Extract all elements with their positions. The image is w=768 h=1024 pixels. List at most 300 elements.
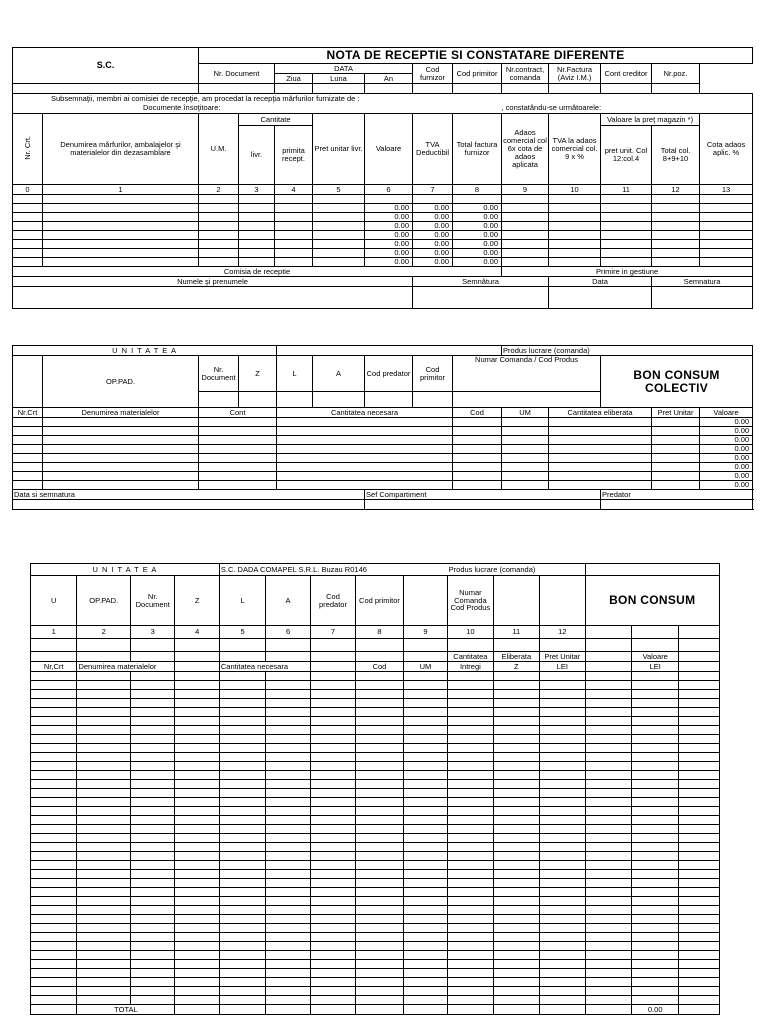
table-cell[interactable] <box>130 960 174 969</box>
table-cell[interactable] <box>31 735 77 744</box>
table-cell[interactable] <box>403 897 447 906</box>
table-cell[interactable] <box>31 798 77 807</box>
table-cell[interactable] <box>77 852 131 861</box>
nr-document-cell[interactable] <box>199 84 275 94</box>
table-cell[interactable] <box>31 924 77 933</box>
table-cell[interactable] <box>502 222 549 231</box>
table-cell[interactable] <box>652 418 700 427</box>
table-cell[interactable] <box>448 861 493 870</box>
blank-cell[interactable] <box>585 639 631 652</box>
table-cell[interactable] <box>652 222 700 231</box>
table-cell[interactable] <box>631 915 678 924</box>
table-cell[interactable] <box>356 798 403 807</box>
table-cell[interactable] <box>549 454 652 463</box>
table-cell[interactable] <box>700 195 753 204</box>
table-cell[interactable] <box>310 726 355 735</box>
table-cell[interactable] <box>266 735 310 744</box>
table-cell[interactable] <box>310 717 355 726</box>
table-cell[interactable] <box>540 942 585 951</box>
sef-cell[interactable] <box>365 500 601 510</box>
table-cell[interactable] <box>310 789 355 798</box>
table-cell[interactable] <box>310 780 355 789</box>
table-cell[interactable] <box>31 843 77 852</box>
table-cell[interactable] <box>356 807 403 816</box>
table-cell[interactable] <box>266 861 310 870</box>
table-cell[interactable] <box>310 933 355 942</box>
table-cell[interactable] <box>130 744 174 753</box>
table-cell[interactable] <box>13 204 43 213</box>
table-cell[interactable] <box>77 978 131 987</box>
table-cell[interactable] <box>266 807 310 816</box>
blank-cell[interactable] <box>356 639 403 652</box>
table-cell[interactable] <box>502 445 549 454</box>
table-cell[interactable] <box>130 987 174 996</box>
table-cell[interactable] <box>493 798 539 807</box>
table-cell[interactable] <box>448 969 493 978</box>
table-cell[interactable] <box>631 978 678 987</box>
table-cell[interactable] <box>679 861 720 870</box>
table-cell[interactable] <box>631 744 678 753</box>
table-cell[interactable] <box>199 213 239 222</box>
table-cell[interactable] <box>549 472 652 481</box>
table-cell[interactable] <box>31 996 77 1005</box>
table-cell[interactable] <box>585 681 631 690</box>
table-cell[interactable] <box>356 996 403 1005</box>
table-cell[interactable] <box>13 258 43 267</box>
table-cell[interactable] <box>540 951 585 960</box>
table-cell[interactable] <box>199 240 239 249</box>
table-cell[interactable] <box>493 843 539 852</box>
table-cell[interactable] <box>31 861 77 870</box>
table-cell[interactable] <box>585 996 631 1005</box>
table-cell[interactable] <box>77 807 131 816</box>
table-cell[interactable] <box>266 708 310 717</box>
table-cell[interactable] <box>631 960 678 969</box>
table-cell[interactable] <box>356 960 403 969</box>
table-cell[interactable] <box>130 762 174 771</box>
table-cell[interactable] <box>219 798 265 807</box>
table-cell[interactable] <box>448 690 493 699</box>
table-cell[interactable] <box>130 942 174 951</box>
table-cell[interactable] <box>403 717 447 726</box>
table-cell[interactable] <box>130 789 174 798</box>
table-cell[interactable] <box>448 987 493 996</box>
table-cell[interactable] <box>502 418 549 427</box>
table-cell[interactable] <box>679 906 720 915</box>
table-cell[interactable] <box>448 699 493 708</box>
table-cell[interactable] <box>448 843 493 852</box>
table-cell[interactable] <box>13 249 43 258</box>
table-cell[interactable] <box>585 888 631 897</box>
blank-cell[interactable] <box>631 639 678 652</box>
table-cell[interactable] <box>585 942 631 951</box>
table-cell[interactable] <box>219 879 265 888</box>
table-cell[interactable] <box>77 951 131 960</box>
table-cell[interactable] <box>448 996 493 1005</box>
table-cell[interactable] <box>356 888 403 897</box>
table-cell[interactable] <box>356 825 403 834</box>
table-cell[interactable] <box>585 762 631 771</box>
table-cell[interactable] <box>130 861 174 870</box>
table-cell[interactable] <box>219 852 265 861</box>
table-cell[interactable] <box>130 834 174 843</box>
table-cell[interactable] <box>310 852 355 861</box>
table-cell[interactable] <box>631 924 678 933</box>
table-cell[interactable] <box>77 816 131 825</box>
table-cell[interactable] <box>219 960 265 969</box>
table-cell[interactable] <box>310 978 355 987</box>
table-cell[interactable] <box>310 987 355 996</box>
table-cell[interactable] <box>448 960 493 969</box>
table-cell[interactable] <box>356 870 403 879</box>
table-cell[interactable] <box>403 798 447 807</box>
table-cell[interactable] <box>31 987 77 996</box>
table-cell[interactable] <box>540 978 585 987</box>
table-cell[interactable] <box>453 454 502 463</box>
table-cell[interactable] <box>679 825 720 834</box>
table-cell[interactable] <box>266 771 310 780</box>
table-cell[interactable] <box>175 960 219 969</box>
table-cell[interactable] <box>631 681 678 690</box>
table-cell[interactable] <box>585 897 631 906</box>
table-cell[interactable] <box>585 708 631 717</box>
table-cell[interactable] <box>493 780 539 789</box>
table-cell[interactable] <box>219 753 265 762</box>
table-cell[interactable] <box>199 463 277 472</box>
table-cell[interactable] <box>175 717 219 726</box>
table-cell[interactable] <box>310 672 355 681</box>
table-cell[interactable] <box>631 708 678 717</box>
table-cell[interactable] <box>679 933 720 942</box>
table-cell[interactable] <box>239 195 275 204</box>
table-cell[interactable] <box>43 436 199 445</box>
table-cell[interactable] <box>199 418 277 427</box>
table-cell[interactable] <box>356 978 403 987</box>
table-cell[interactable] <box>403 681 447 690</box>
table-cell[interactable] <box>219 708 265 717</box>
table-cell[interactable] <box>700 231 753 240</box>
table-cell[interactable] <box>585 789 631 798</box>
table-cell[interactable] <box>502 427 549 436</box>
table-cell[interactable] <box>239 213 275 222</box>
table-cell[interactable] <box>175 951 219 960</box>
table-cell[interactable] <box>43 463 199 472</box>
table-cell[interactable] <box>493 870 539 879</box>
table-cell[interactable] <box>219 744 265 753</box>
table-cell[interactable] <box>403 969 447 978</box>
table-cell[interactable] <box>266 789 310 798</box>
table-cell[interactable] <box>356 852 403 861</box>
table-cell[interactable] <box>31 834 77 843</box>
table-cell[interactable] <box>448 906 493 915</box>
table-cell[interactable] <box>540 870 585 879</box>
table-cell[interactable] <box>631 834 678 843</box>
table-cell[interactable] <box>219 897 265 906</box>
table-cell[interactable] <box>540 780 585 789</box>
table-cell[interactable] <box>448 834 493 843</box>
table-cell[interactable] <box>403 789 447 798</box>
table-cell[interactable] <box>199 445 277 454</box>
table-cell[interactable] <box>652 204 700 213</box>
table-cell[interactable] <box>540 825 585 834</box>
table-cell[interactable] <box>679 852 720 861</box>
table-cell[interactable] <box>130 915 174 924</box>
table-cell[interactable] <box>266 969 310 978</box>
table-cell[interactable] <box>679 726 720 735</box>
table-cell[interactable] <box>403 870 447 879</box>
table-cell[interactable] <box>549 463 652 472</box>
table-cell[interactable] <box>175 879 219 888</box>
table-cell[interactable] <box>679 915 720 924</box>
table-cell[interactable] <box>310 771 355 780</box>
table-cell[interactable] <box>493 744 539 753</box>
table-cell[interactable] <box>493 708 539 717</box>
cod-primitor-cell[interactable] <box>413 392 453 408</box>
table-cell[interactable] <box>549 445 652 454</box>
table-cell[interactable] <box>540 906 585 915</box>
table-cell[interactable] <box>540 861 585 870</box>
table-cell[interactable] <box>31 933 77 942</box>
table-cell[interactable] <box>453 436 502 445</box>
table-cell[interactable] <box>130 690 174 699</box>
table-cell[interactable] <box>652 231 700 240</box>
table-cell[interactable] <box>585 834 631 843</box>
table-cell[interactable] <box>77 843 131 852</box>
table-cell[interactable] <box>679 870 720 879</box>
table-cell[interactable] <box>453 427 502 436</box>
table-cell[interactable] <box>448 735 493 744</box>
table-cell[interactable] <box>77 726 131 735</box>
table-cell[interactable] <box>679 762 720 771</box>
table-cell[interactable] <box>199 427 277 436</box>
blank-cell[interactable] <box>77 639 131 652</box>
table-cell[interactable] <box>679 888 720 897</box>
table-cell[interactable] <box>585 933 631 942</box>
table-cell[interactable] <box>199 481 277 490</box>
table-cell[interactable] <box>356 708 403 717</box>
table-cell[interactable] <box>219 672 265 681</box>
table-cell[interactable] <box>175 924 219 933</box>
table-cell[interactable] <box>601 213 652 222</box>
table-cell[interactable] <box>585 924 631 933</box>
table-cell[interactable] <box>652 258 700 267</box>
table-cell[interactable] <box>356 762 403 771</box>
table-cell[interactable] <box>448 888 493 897</box>
table-cell[interactable] <box>631 699 678 708</box>
table-cell[interactable] <box>652 427 700 436</box>
table-cell[interactable] <box>700 204 753 213</box>
table-cell[interactable] <box>540 987 585 996</box>
table-cell[interactable] <box>679 771 720 780</box>
table-cell[interactable] <box>13 195 43 204</box>
table-cell[interactable] <box>540 744 585 753</box>
table-cell[interactable] <box>219 951 265 960</box>
table-cell[interactable] <box>448 933 493 942</box>
table-cell[interactable] <box>31 942 77 951</box>
table-cell[interactable] <box>453 418 502 427</box>
table-cell[interactable] <box>679 843 720 852</box>
table-cell[interactable] <box>266 672 310 681</box>
table-cell[interactable] <box>310 960 355 969</box>
table-cell[interactable] <box>13 222 43 231</box>
table-cell[interactable] <box>502 249 549 258</box>
table-cell[interactable] <box>356 780 403 789</box>
table-cell[interactable] <box>356 834 403 843</box>
table-cell[interactable] <box>266 987 310 996</box>
table-cell[interactable] <box>310 816 355 825</box>
table-cell[interactable] <box>631 735 678 744</box>
table-cell[interactable] <box>43 249 199 258</box>
table-cell[interactable] <box>219 906 265 915</box>
table-cell[interactable] <box>679 708 720 717</box>
table-cell[interactable] <box>130 852 174 861</box>
table-cell[interactable] <box>403 690 447 699</box>
table-cell[interactable] <box>266 996 310 1005</box>
table-cell[interactable] <box>356 951 403 960</box>
table-cell[interactable] <box>31 708 77 717</box>
table-cell[interactable] <box>493 924 539 933</box>
unitatea-value-cell[interactable] <box>277 346 502 356</box>
table-cell[interactable] <box>601 249 652 258</box>
table-cell[interactable] <box>31 825 77 834</box>
table-cell[interactable] <box>175 771 219 780</box>
produs-value-cell[interactable] <box>585 564 719 576</box>
table-cell[interactable] <box>679 951 720 960</box>
table-cell[interactable] <box>585 816 631 825</box>
table-cell[interactable] <box>493 906 539 915</box>
table-cell[interactable] <box>549 231 601 240</box>
table-cell[interactable] <box>77 789 131 798</box>
table-cell[interactable] <box>219 726 265 735</box>
table-cell[interactable] <box>219 978 265 987</box>
table-cell[interactable] <box>31 717 77 726</box>
table-cell[interactable] <box>631 789 678 798</box>
table-cell[interactable] <box>266 798 310 807</box>
table-cell[interactable] <box>631 816 678 825</box>
table-cell[interactable] <box>31 906 77 915</box>
table-cell[interactable] <box>585 807 631 816</box>
table-cell[interactable] <box>601 258 652 267</box>
table-cell[interactable] <box>493 699 539 708</box>
table-cell[interactable] <box>448 780 493 789</box>
predator-cell[interactable] <box>601 500 753 510</box>
nr-document-cell[interactable] <box>199 392 239 408</box>
table-cell[interactable] <box>356 726 403 735</box>
table-cell[interactable] <box>13 445 43 454</box>
table-cell[interactable] <box>453 463 502 472</box>
table-cell[interactable] <box>679 879 720 888</box>
table-cell[interactable] <box>549 418 652 427</box>
table-cell[interactable] <box>31 888 77 897</box>
table-cell[interactable] <box>266 744 310 753</box>
table-cell[interactable] <box>540 699 585 708</box>
table-cell[interactable] <box>448 717 493 726</box>
table-cell[interactable] <box>540 807 585 816</box>
table-cell[interactable] <box>585 870 631 879</box>
cont-creditor-cell[interactable] <box>601 84 652 94</box>
table-cell[interactable] <box>31 969 77 978</box>
table-cell[interactable] <box>493 717 539 726</box>
table-cell[interactable] <box>453 481 502 490</box>
table-cell[interactable] <box>275 231 313 240</box>
nr-poz-cell[interactable] <box>652 84 700 94</box>
table-cell[interactable] <box>43 445 199 454</box>
table-cell[interactable] <box>77 969 131 978</box>
table-cell[interactable] <box>310 798 355 807</box>
table-cell[interactable] <box>31 897 77 906</box>
table-cell[interactable] <box>403 753 447 762</box>
numele-cell[interactable] <box>13 287 413 309</box>
table-cell[interactable] <box>310 762 355 771</box>
table-cell[interactable] <box>199 231 239 240</box>
blank-cell[interactable] <box>448 639 493 652</box>
table-cell[interactable] <box>77 762 131 771</box>
table-cell[interactable] <box>175 753 219 762</box>
table-cell[interactable] <box>77 825 131 834</box>
table-cell[interactable] <box>631 951 678 960</box>
table-cell[interactable] <box>540 690 585 699</box>
table-cell[interactable] <box>549 481 652 490</box>
table-cell[interactable] <box>130 996 174 1005</box>
table-cell[interactable] <box>31 753 77 762</box>
table-cell[interactable] <box>403 978 447 987</box>
table-cell[interactable] <box>31 789 77 798</box>
table-cell[interactable] <box>175 888 219 897</box>
table-cell[interactable] <box>175 735 219 744</box>
table-cell[interactable] <box>77 960 131 969</box>
semnatura2-cell[interactable] <box>652 287 753 309</box>
table-cell[interactable] <box>448 807 493 816</box>
table-cell[interactable] <box>219 690 265 699</box>
table-cell[interactable] <box>219 924 265 933</box>
table-cell[interactable] <box>448 897 493 906</box>
table-cell[interactable] <box>310 906 355 915</box>
table-cell[interactable] <box>219 987 265 996</box>
table-cell[interactable] <box>175 708 219 717</box>
table-cell[interactable] <box>549 204 601 213</box>
table-cell[interactable] <box>77 753 131 762</box>
table-cell[interactable] <box>493 753 539 762</box>
semnatura-cell[interactable] <box>413 287 549 309</box>
table-cell[interactable] <box>130 906 174 915</box>
table-cell[interactable] <box>310 888 355 897</box>
table-cell[interactable] <box>540 681 585 690</box>
table-cell[interactable] <box>502 213 549 222</box>
table-cell[interactable] <box>540 888 585 897</box>
table-cell[interactable] <box>310 951 355 960</box>
table-cell[interactable] <box>493 762 539 771</box>
table-cell[interactable] <box>403 672 447 681</box>
table-cell[interactable] <box>631 672 678 681</box>
blank-cell[interactable] <box>266 639 310 652</box>
table-cell[interactable] <box>130 699 174 708</box>
table-cell[interactable] <box>585 843 631 852</box>
table-cell[interactable] <box>313 204 365 213</box>
table-cell[interactable] <box>448 798 493 807</box>
an-cell[interactable] <box>365 84 413 94</box>
table-cell[interactable] <box>266 699 310 708</box>
table-cell[interactable] <box>448 915 493 924</box>
table-cell[interactable] <box>601 195 652 204</box>
table-cell[interactable] <box>175 780 219 789</box>
data-semnatura-cell[interactable] <box>13 500 365 510</box>
table-cell[interactable] <box>130 726 174 735</box>
blank-cell[interactable] <box>175 639 219 652</box>
table-cell[interactable] <box>266 924 310 933</box>
table-cell[interactable] <box>493 852 539 861</box>
table-cell[interactable] <box>77 780 131 789</box>
table-cell[interactable] <box>199 222 239 231</box>
